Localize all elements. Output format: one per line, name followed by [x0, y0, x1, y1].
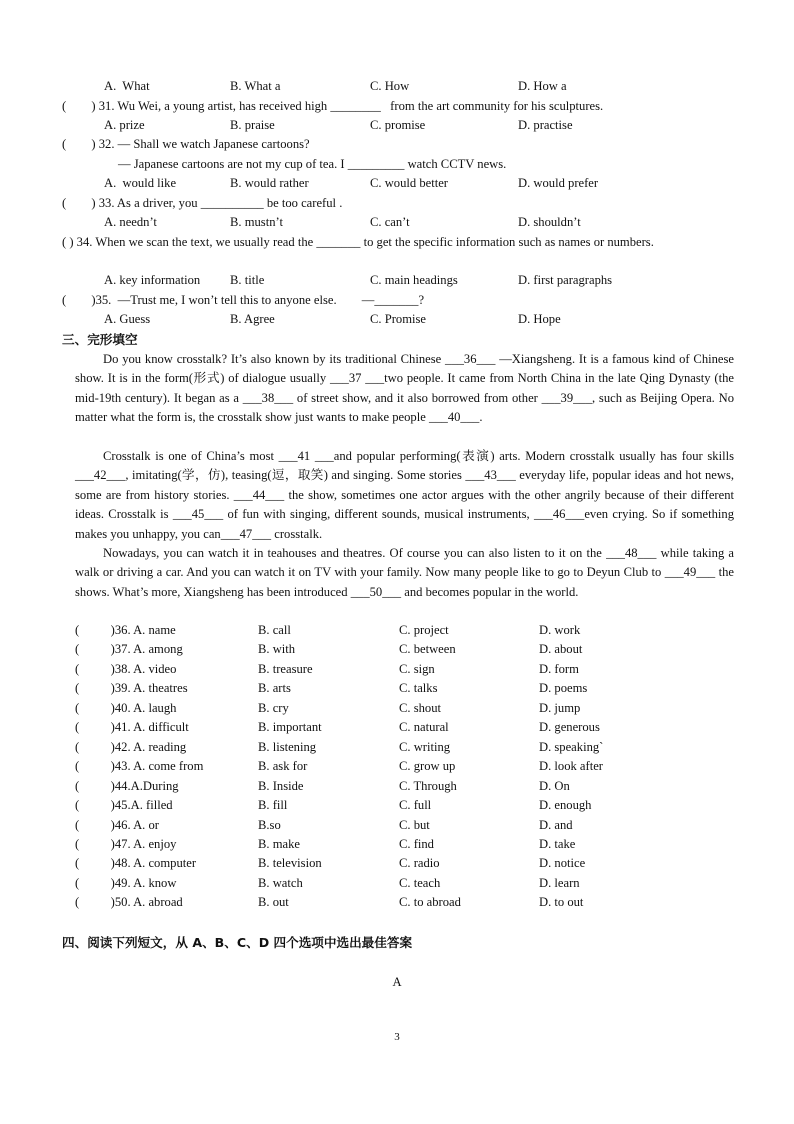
passage-paragraph-1: Do you know crosstalk? It’s also known by its traditional Chinese ___36___ —Xiangsheng. It is a famous kind of Chinese show. It is in the form(形式) of dialogue usually ___37 ___two people. It came from North China in the late Qing Dynasty (the mid-19th century). It began as a ___38___ of street show, and it also borrowed from other ___39___, such as Beijing Opera. No matter what the form is, the crosstalk show just wants to make people ___40___.	[75, 352, 734, 425]
item-number-and-option-a: ( )42. A. reading	[75, 739, 187, 754]
option-c: C. grow up	[399, 759, 456, 774]
option-c: C. between	[399, 642, 456, 657]
cloze-item-row	[0, 679, 794, 698]
option-d: D. speaking`	[539, 739, 604, 754]
passage-label: A	[392, 975, 402, 989]
option-d: D. would prefer	[518, 176, 599, 190]
option-b: B. treasure	[258, 661, 313, 676]
option-d: D. learn	[539, 875, 580, 890]
option-c: C. but	[399, 817, 430, 832]
item-number-and-option-a: ( )36. A. name	[75, 623, 176, 637]
option-b: B. out	[258, 895, 289, 910]
cloze-item-row	[0, 699, 794, 718]
option-a: A. prize	[104, 118, 145, 132]
option-d: D. form	[539, 661, 579, 676]
q31-options	[0, 116, 794, 135]
question-35	[0, 291, 794, 310]
item-number-and-option-a: ( )48. A. computer	[75, 856, 197, 871]
item-number-and-option-a: ( )39. A. theatres	[75, 681, 188, 696]
option-d: D. look after	[539, 759, 603, 774]
item-number-and-option-a: ( )40. A. laugh	[75, 700, 177, 715]
question-32-reply	[0, 155, 794, 174]
option-d: D. take	[539, 836, 576, 851]
option-d: D. shouldn’t	[518, 215, 581, 229]
option-c: C. talks	[399, 681, 438, 696]
option-d: D. notice	[539, 856, 586, 871]
question-stem: ( ) 31. Wu Wei, a young artist, has received high ________ from the art community for his sculptures.	[62, 99, 604, 113]
option-b: B. Inside	[258, 778, 304, 793]
option-a: A. would like	[104, 176, 177, 190]
item-number-and-option-a: ( )44.A.During	[75, 778, 179, 793]
question-stem: ( )35. —Trust me, I won’t tell this to anyone else. —_______?	[62, 293, 425, 307]
option-c: C. would better	[370, 176, 448, 190]
item-number-and-option-a: ( )43. A. come from	[75, 759, 204, 774]
option-d: D. On	[539, 778, 570, 793]
cloze-item-row	[0, 757, 794, 776]
page-number: 3	[394, 1031, 400, 1043]
q33-options	[0, 213, 794, 232]
cloze-item-row	[0, 718, 794, 737]
option-b: B. make	[258, 836, 300, 851]
option-c: C. writing	[399, 739, 451, 754]
option-b: B. Agree	[230, 312, 275, 326]
option-c: C. can’t	[370, 215, 410, 229]
q30-options	[0, 77, 794, 96]
section-title-cloze: 三、完形填空	[62, 332, 138, 347]
option-d: D. first paragraphs	[518, 273, 613, 287]
cloze-item-row	[0, 893, 794, 912]
item-number-and-option-a: ( )46. A. or	[75, 817, 159, 832]
option-c: C. teach	[399, 875, 441, 890]
option-d: D. enough	[539, 798, 592, 813]
q35-options	[0, 310, 794, 329]
option-b: B. cry	[258, 700, 289, 715]
option-d: D. work	[539, 623, 581, 637]
item-number-and-option-a: ( )49. A. know	[75, 875, 177, 890]
q34-options	[0, 271, 794, 290]
question-stem: ( ) 32. — Shall we watch Japanese cartoons?	[62, 137, 310, 151]
cloze-item-row	[0, 796, 794, 815]
cloze-item-row	[0, 621, 794, 640]
option-a: A. needn’t	[104, 215, 157, 229]
item-number-and-option-a: ( )47. A. enjoy	[75, 836, 177, 851]
option-c: C. to abroad	[399, 895, 461, 910]
option-b: B. would rather	[230, 176, 309, 190]
option-d: D. Hope	[518, 312, 561, 326]
option-c: C. How	[370, 79, 410, 93]
item-number-and-option-a: ( )38. A. video	[75, 661, 177, 676]
option-b: B. What a	[230, 79, 281, 93]
question-32	[0, 135, 794, 154]
option-b: B. mustn’t	[230, 215, 283, 229]
option-d: D. and	[539, 817, 573, 832]
option-b: B. title	[230, 273, 265, 287]
cloze-item-row	[0, 874, 794, 893]
passage-paragraph-3: Nowadays, you can watch it in teahouses and theatres. Of course you can also listen to it on the ___48___ while taking a walk or driving a car. And you can watch it on TV with your family. Now many people like to go to Deyun Club to ___49___ the shows. What’s more, Xiangsheng has been introduced ___50___ and becomes popular in the world.	[75, 546, 734, 599]
option-d: D. poems	[539, 681, 588, 696]
item-number-and-option-a: ( )37. A. among	[75, 642, 183, 657]
option-c: C. project	[399, 623, 449, 637]
question-31	[0, 97, 794, 116]
option-b: B. television	[258, 856, 322, 871]
option-c: C. natural	[399, 720, 449, 735]
section-title-reading: 四、阅读下列短文，从 A、B、C、D 四个选项中选出最佳答案	[62, 935, 413, 950]
option-d: D. practise	[518, 118, 573, 132]
option-b: B. ask for	[258, 759, 308, 774]
cloze-item-row	[0, 777, 794, 796]
passage-paragraph-2: Crosstalk is one of China’s most ___41 ___and popular performing(表演) arts. Modern crosstalk usually has four skills ___42___, imitating(学，仿), teasing(逗，取笑) and singing. Some stories ___43___ everyday life, popular ideas and hot news, some are from history stories. ___44___ the show, sometimes one actor argues with the other angrily because of their different ideas. Crosstalk is ___45___ of fun with singing, different sounds, musical instruments, ___46___even crying. So if something makes you unhappy, you can___47___ crosstalk.	[75, 449, 734, 541]
option-b: B. call	[258, 623, 291, 637]
option-d: D. about	[539, 642, 583, 657]
option-b: B. arts	[258, 681, 291, 696]
question-33	[0, 194, 794, 213]
item-number-and-option-a: ( )45.A. filled	[75, 798, 173, 813]
option-a: A. What	[104, 79, 150, 93]
cloze-item-row	[0, 640, 794, 659]
option-b: B. watch	[258, 875, 303, 890]
option-b: B. listening	[258, 739, 317, 754]
question-34: ( ) 34. When we scan the text, we usually read the _______ to get the specific information such as names or numbers.	[62, 235, 654, 249]
option-d: D. generous	[539, 720, 600, 735]
item-number-and-option-a: ( )41. A. difficult	[75, 720, 189, 735]
question-stem: ( ) 33. As a driver, you __________ be too careful .	[62, 196, 343, 210]
option-c: C. radio	[399, 856, 440, 871]
option-c: C. find	[399, 836, 434, 851]
option-d: D. jump	[539, 700, 581, 715]
q32-options	[0, 174, 794, 193]
option-c: C. full	[399, 798, 432, 813]
question-stem-2: — Japanese cartoons are not my cup of tea. I _________ watch CCTV news.	[118, 157, 507, 171]
cloze-item-row	[0, 738, 794, 757]
option-d: D. How a	[518, 79, 567, 93]
option-b: B. with	[258, 642, 296, 657]
option-b: B. praise	[230, 118, 275, 132]
option-c: C. shout	[399, 700, 441, 715]
cloze-item-row	[0, 660, 794, 679]
option-c: C. Through	[399, 778, 457, 793]
option-c: C. Promise	[370, 312, 426, 326]
option-c: C. sign	[399, 661, 435, 676]
option-b: B. important	[258, 720, 322, 735]
cloze-item-row	[0, 816, 794, 835]
option-c: C. promise	[370, 118, 426, 132]
option-b: B.so	[258, 817, 281, 832]
option-c: C. main headings	[370, 273, 458, 287]
option-a: A. Guess	[104, 312, 151, 326]
item-number-and-option-a: ( )50. A. abroad	[75, 895, 183, 910]
cloze-item-row	[0, 854, 794, 873]
option-b: B. fill	[258, 798, 288, 813]
cloze-item-row	[0, 835, 794, 854]
option-a: A. key information	[104, 273, 201, 287]
option-d: D. to out	[539, 895, 584, 910]
